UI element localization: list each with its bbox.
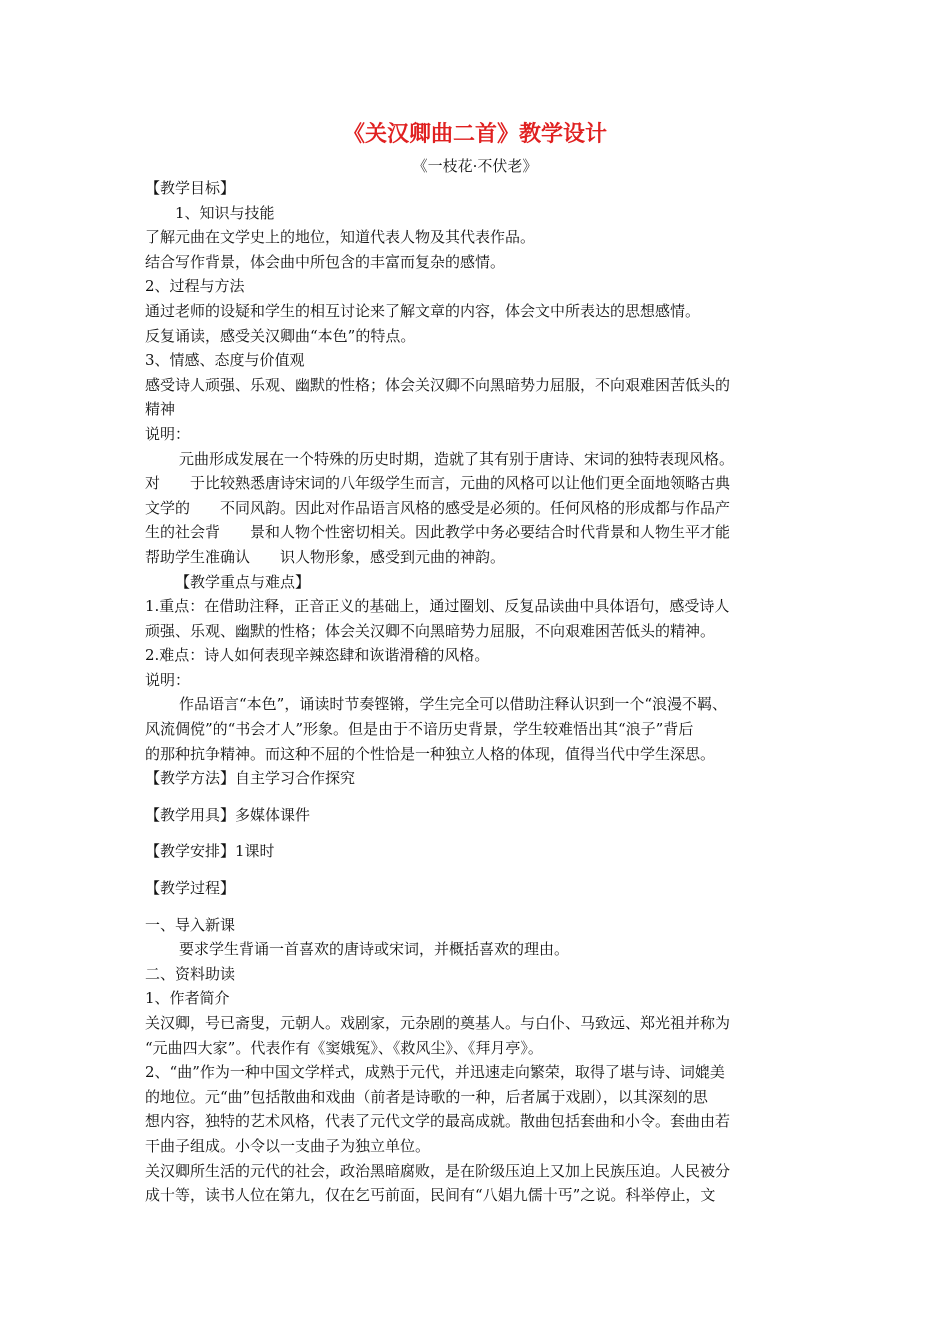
body-line: 干曲子组成。小令以一支曲子为独立单位。 [145, 1136, 431, 1155]
body-line: 成十等，读书人位在第九，仅在乞丐前面，民间有“八娼九儒十丐”之说。科举停止，文 [145, 1186, 716, 1205]
body-line: 文学的 不同风韵。因此对作品语言风格的感受是必须的。任何风格的形成都与作品产 [145, 498, 731, 517]
body-line: 2、“曲”作为一种中国文学样式，成熟于元代，并迅速走向繁荣，取得了堪与诗、词媲美 [145, 1063, 725, 1082]
document-title: 《关汉卿曲二首》教学设计 [342, 122, 607, 147]
body-line: 的那种抗争精神。而这种不屈的个性恰是一种独立人格的体现，值得当代中学生深思。 [145, 744, 716, 763]
sub-heading: 一、导入新课 [145, 915, 236, 934]
body-line: 作品语言“本色”，诵读时节奏铿锵，学生完全可以借助注释认识到一个“浪漫不羁、 [179, 695, 728, 714]
body-line: 1.重点：在借助注释，正音正义的基础上，通过圈划、反复品读曲中具体语句，感受诗人 [145, 597, 730, 616]
body-line: 对 于比较熟悉唐诗宋词的八年级学生而言，元曲的风格可以让他们更全面地领略古典 [145, 474, 731, 493]
document-body [145, 176, 815, 1208]
sub-heading: 二、资料助读 [145, 964, 236, 983]
body-line: 想内容，独特的艺术风格，代表了元代文学的最高成就。散曲包括套曲和小令。套曲由若 [145, 1112, 731, 1131]
body-line: “元曲四大家”。代表作有《窦娥冤》、《救风尘》、《拜月亭》。 [145, 1038, 543, 1057]
sub-heading: 3、情感、态度与价值观 [145, 351, 305, 370]
sub-heading: 1、作者简介 [145, 989, 230, 1008]
body-line: 反复诵读，感受关汉卿曲“本色”的特点。 [145, 326, 416, 345]
section-heading: 【教学安排】1课时 [145, 842, 275, 861]
section-heading: 【教学目标】 [145, 179, 236, 197]
body-line: 顽强、乐观、幽默的性格；体会关汉卿不向黑暗势力屈服，不向艰难困苦低头的精神。 [145, 621, 716, 640]
section-heading: 【教学重点与难点】 [175, 572, 311, 591]
body-line: 的地位。元“曲”包括散曲和戏曲（前者是诗歌的一种，后者属于戏剧），以其深刻的思 [145, 1087, 708, 1106]
section-heading: 【教学过程】 [145, 879, 236, 898]
body-line: 帮助学生准确认 识人物形象，感受到元曲的神韵。 [145, 547, 506, 566]
body-line: 关汉卿所生活的元代的社会，政治黑暗腐败，是在阶级压迫上又加上民族压迫。人民被分 [145, 1161, 731, 1180]
body-line: 关汉卿，号已斋叟，元朝人。戏剧家，元杂剧的奠基人。与白仆、马致远、郑光祖并称为 [145, 1014, 731, 1032]
section-heading: 【教学方法】自主学习合作探究 [145, 769, 356, 788]
note-label: 说明： [145, 670, 191, 689]
body-line: 生的社会背 景和人物个性密切相关。因此教学中务必要结合时代背景和人物生平才能 [145, 523, 731, 542]
body-line: 2.难点：诗人如何表现辛辣恣肆和诙谐滑稽的风格。 [145, 646, 490, 665]
body-line: 通过老师的设疑和学生的相互讨论来了解文章的内容，体会文中所表达的思想感情。 [145, 301, 701, 320]
body-line: 元曲形成发展在一个特殊的历史时期，造就了其有别于唐诗、宋词的独特表现风格。 [179, 449, 735, 468]
body-line: 结合写作背景，体会曲中所包含的丰富而复杂的感情。 [145, 252, 506, 271]
body-line: 要求学生背诵一首喜欢的唐诗或宋词，并概括喜欢的理由。 [179, 940, 570, 959]
sub-heading: 2、过程与方法 [145, 277, 245, 296]
sub-heading: 1、知识与技能 [175, 203, 275, 222]
section-heading: 【教学用具】多媒体课件 [145, 805, 311, 824]
document-subtitle: 《一枝花·不伏老》 [412, 157, 538, 175]
body-line: 了解元曲在文学史上的地位，知道代表人物及其代表作品。 [145, 228, 536, 247]
body-line: 精神 [145, 400, 176, 419]
body-line: 感受诗人顽强、乐观、幽默的性格；体会关汉卿不向黑暗势力屈服，不向艰难困苦低头的 [145, 375, 731, 394]
note-label: 说明： [145, 424, 191, 443]
body-line: 风流倜傥”的“书会才人”形象。但是由于不谙历史背景，学生较难悟出其“浪子”背后 [145, 720, 694, 739]
